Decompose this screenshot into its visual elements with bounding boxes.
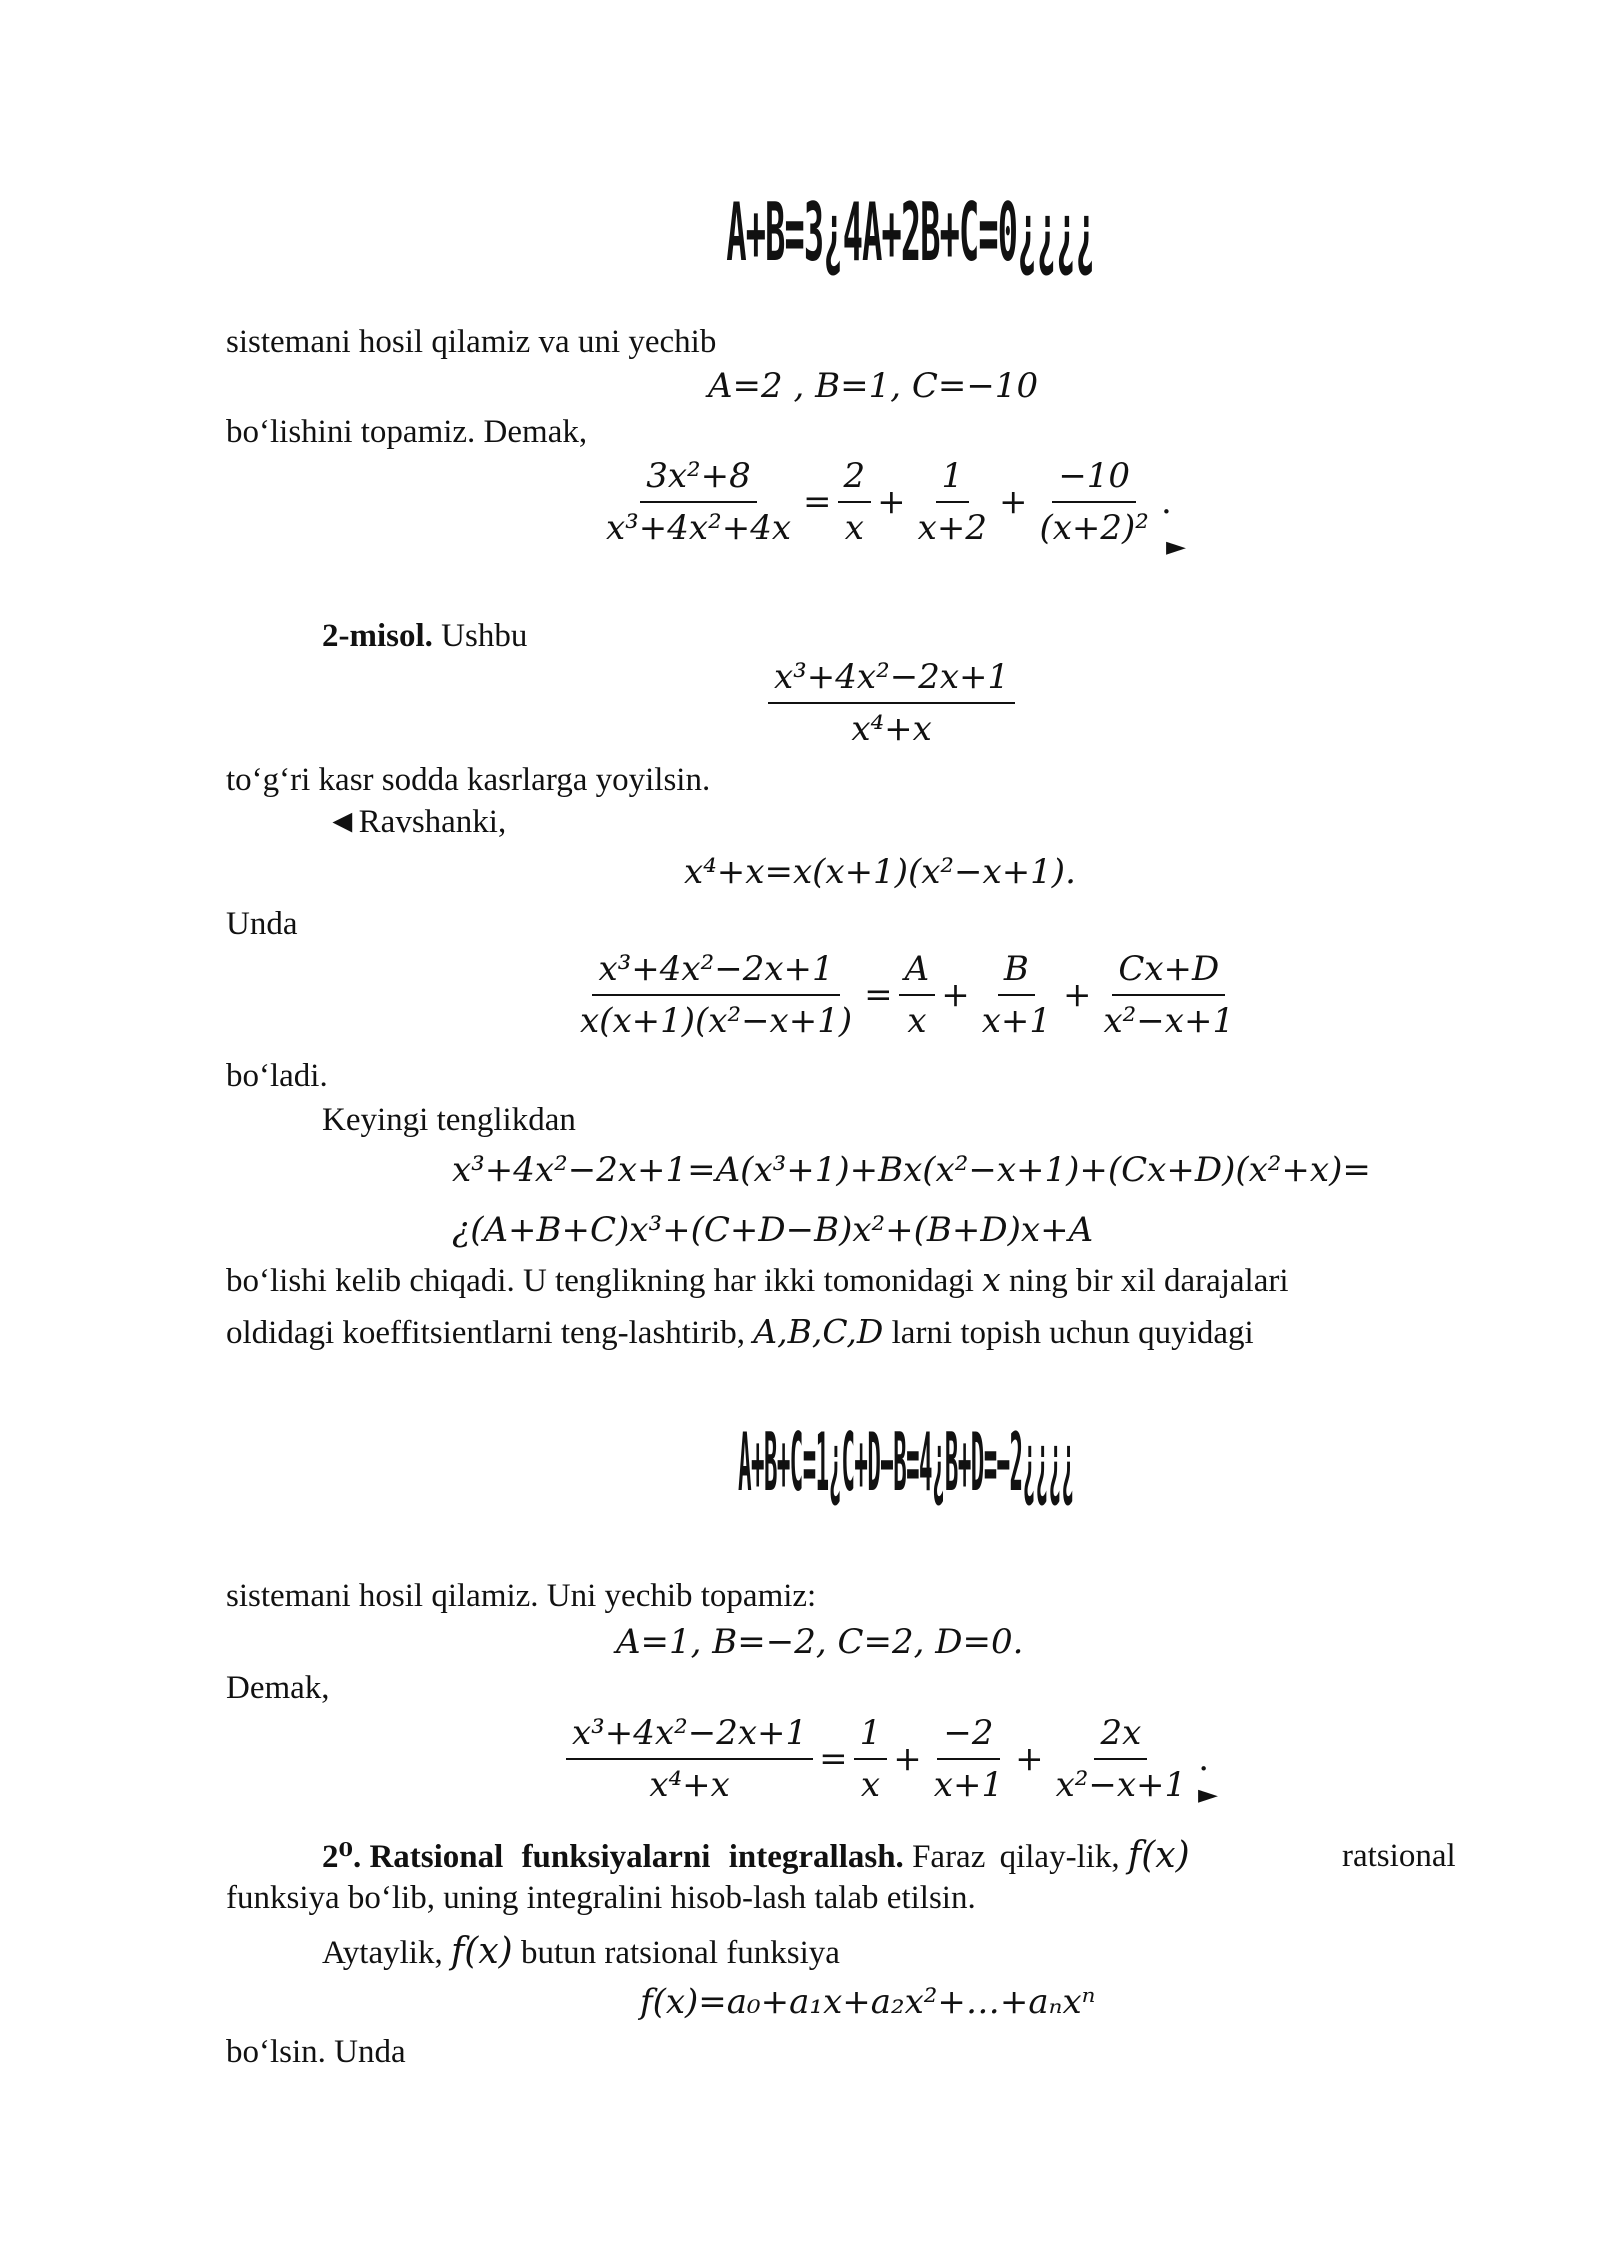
- text-line-8-part-2: ning bir xil darajalari: [1009, 1263, 1289, 1299]
- frac2-numerator: x³+4x²−2x+1: [768, 656, 1015, 704]
- eq1-term2-denominator: x+2: [917, 508, 987, 548]
- text-line-9: [226, 1312, 1254, 1353]
- eq2-term3-denominator: x²−x+1: [1103, 1001, 1235, 1041]
- eq4-lhs-denominator: x⁴+x: [649, 1765, 730, 1805]
- text-line-13-fx: f(x): [450, 1931, 513, 1972]
- eq4-term3-numerator: 2x: [1094, 1712, 1147, 1760]
- eq1-term1-denominator: x: [844, 508, 864, 548]
- eq2-term1-denominator: x: [907, 1001, 927, 1041]
- system-1-text: A+B=3¿4A+2B+C=0¿¿¿¿: [726, 185, 1096, 279]
- solution-1: A=2 , B=1, C=−10: [708, 366, 1039, 406]
- text-line-1: sistemani hosil qilamiz va uni yechib: [226, 324, 717, 360]
- section-title: Ratsional funksiyalarni integrallash.: [369, 1839, 904, 1875]
- text-line-4: ◄Ravshanki,: [326, 804, 507, 840]
- example-2-label: 2-misol.: [322, 618, 433, 654]
- text-line-9-variables: A,B,C,D: [753, 1312, 884, 1351]
- eq2-term1-numerator: A: [899, 948, 936, 996]
- text-line-13-part-1: Aytaylik,: [322, 1935, 443, 1971]
- frac2-denominator: x⁴+x: [851, 709, 932, 749]
- eq4-term1-denominator: x: [860, 1765, 881, 1805]
- text-line-2: bo‘lishini topamiz. Demak,: [226, 414, 588, 450]
- text-line-7: Keyingi tenglikdan: [322, 1102, 576, 1138]
- text-line-9-part-1: oldidagi koeffitsientlarni teng-lashtirib,: [226, 1315, 746, 1351]
- text-line-13-part-2: butun ratsional funksiya: [520, 1935, 840, 1971]
- equation-4: $\frac{\text{x³+4x²−2x+1}}{\text{x⁴+x}}$ = $\frac{1}{x}$ + $\frac{-2}{x+1}$ + $\frac{2x}{\text{x²−x+1}}$ .: [562, 1712, 1211, 1806]
- eq1-term3-numerator: −10: [1052, 455, 1136, 503]
- end-marker-1: ►: [1166, 532, 1186, 562]
- text-line-11: Demak,: [226, 1670, 330, 1706]
- factorization-equation: x⁴+x=x(x+1)(x²−x+1).: [684, 852, 1076, 892]
- system-2-text: A+B+C=1¿C+D−B=4¿B+D=−2¿¿¿¿: [737, 1415, 1075, 1509]
- identity-equation-line-1: x³+4x²−2x+1=A(x³+1)+Bx(x²−x+1)+(Cx+D)(x²+x)=: [452, 1150, 1371, 1190]
- eq2-term3-numerator: Cx+D: [1112, 948, 1225, 996]
- text-line-10: sistemani hosil qilamiz. Uni yechib topamiz:: [226, 1578, 817, 1614]
- text-line-5: Unda: [226, 906, 298, 942]
- text-line-8-part-1: bo‘lishi kelib chiqadi. U tenglikning har ikki tomonidagi: [226, 1263, 974, 1299]
- example-2-text: Ushbu: [441, 618, 528, 654]
- eq1-lhs-denominator: x³+4x²+4x: [606, 508, 792, 548]
- eq2-term2-numerator: B: [998, 948, 1035, 996]
- text-line-6: bo‘ladi.: [226, 1058, 328, 1094]
- identity-equation-line-2-text: ¿(A+B+C)x³+(C+D−B)x²+(B+D)x+A: [452, 1210, 1094, 1250]
- eq4-lhs-numerator: x³+4x²−2x+1: [566, 1712, 813, 1760]
- text-line-3: to‘g‘ri kasr sodda kasrlarga yoyilsin.: [226, 762, 711, 798]
- text-line-12: funksiya bo‘lib, uning integralini hisob-lash talab etilsin.: [226, 1880, 976, 1916]
- eq2-lhs-denominator: x(x+1)(x²−x+1): [580, 1001, 853, 1041]
- eq4-term2-denominator: x+1: [933, 1765, 1004, 1805]
- eq1-term2-numerator: 1: [936, 455, 970, 503]
- equation-1: $\frac{\text{3x²+8}}{\text{x³+4x²+4x}}$ = $\frac{2}{x}$ + $\frac{1}{x+2}$ + $\frac{-10}{\text{(x+2)²}}$ .: [596, 455, 1174, 549]
- polynomial-equation: f(x)=a₀+a₁x+a₂x²+…+aₙxⁿ: [640, 1982, 1096, 2022]
- eq1-lhs-numerator: 3x²+8: [640, 455, 757, 503]
- eq2-term2-denominator: x+1: [981, 1001, 1051, 1041]
- solution-2: A=1, B=−2, C=2, D=0.: [616, 1622, 1024, 1662]
- text-line-9-part-2: larni topish uchun quyidagi: [891, 1315, 1254, 1351]
- eq1-term1-numerator: 2: [838, 455, 872, 503]
- eq2-lhs-numerator: x³+4x²−2x+1: [592, 948, 839, 996]
- text-line-14: bo‘lsin. Unda: [226, 2034, 406, 2070]
- eq4-term2-numerator: −2: [937, 1712, 999, 1760]
- equation-system-1: [726, 155, 1096, 310]
- end-marker-2: ►: [1198, 1780, 1218, 1810]
- equation-system-2: [737, 1365, 1075, 1560]
- example-2-fraction: [764, 656, 1019, 750]
- text-line-13: [322, 1932, 840, 1973]
- eq4-term3-denominator: x²−x+1: [1055, 1765, 1187, 1805]
- section-number: 2⁰.: [322, 1839, 362, 1875]
- equation-2: $\frac{\text{x³+4x²−2x+1}}{\text{x(x+1)(x²−x+1)}}$ = $\frac{A}{x}$ + $\frac{B}{x+1}$ + $\frac{Cx+D}{\text{x²−x+1}}$: [570, 948, 1244, 1042]
- section-text-2: ratsional: [1342, 1838, 1456, 1874]
- eq4-term1-numerator: 1: [854, 1712, 888, 1760]
- text-line-8: [226, 1260, 1289, 1301]
- section-fx: f(x): [1127, 1835, 1190, 1876]
- section-heading-line: [322, 1836, 1190, 1877]
- example-2-heading: [322, 616, 527, 656]
- identity-equation-line-2: [452, 1210, 1093, 1250]
- section-text-1: Faraz qilay-lik,: [912, 1839, 1120, 1875]
- text-line-8-variable: x: [982, 1260, 1001, 1299]
- eq1-term3-denominator: (x+2)²: [1039, 508, 1149, 548]
